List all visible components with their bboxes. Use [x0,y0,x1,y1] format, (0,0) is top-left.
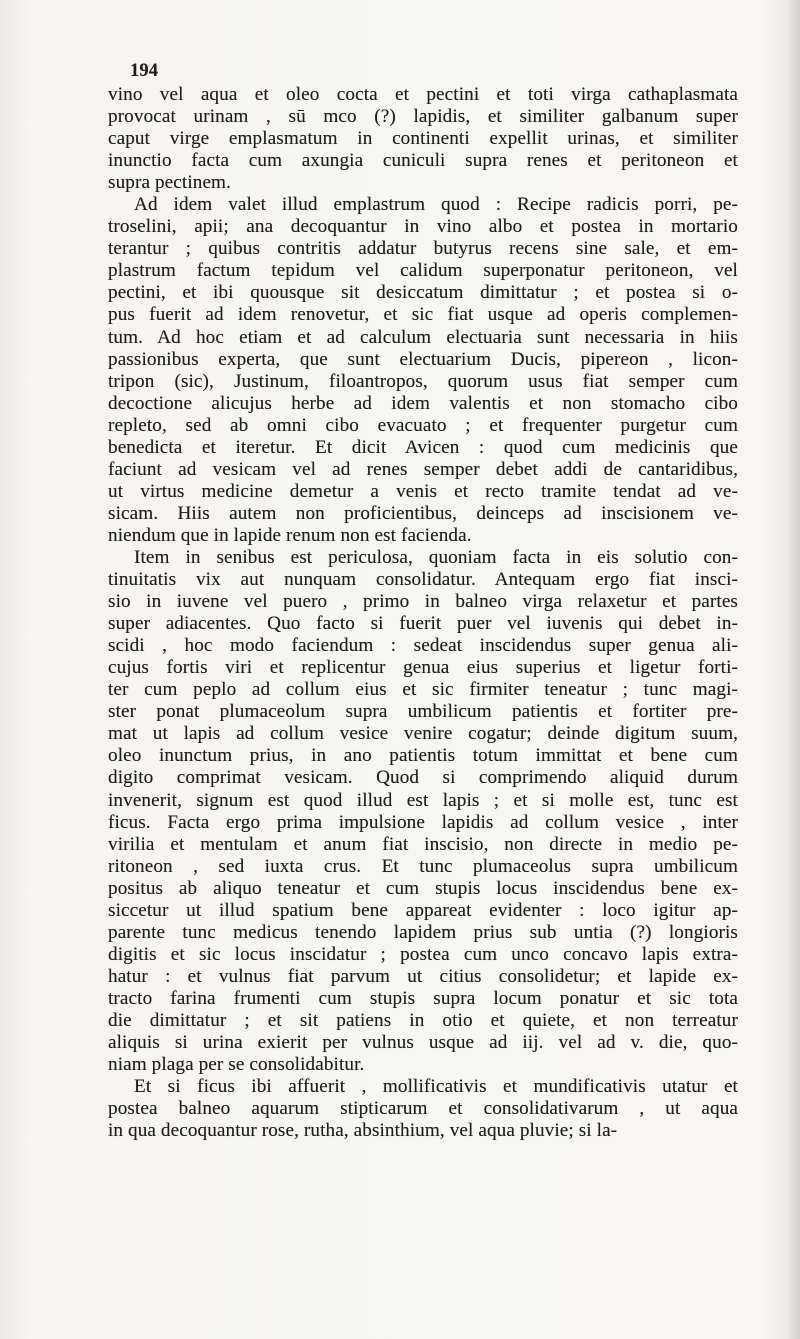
text-line: digitis et sic locus inscidatur ; postea cum unco concavo lapis extra- [108,943,738,965]
text-line: tum. Ad hoc etiam et ad calculum electuaria sunt necessaria in hiis [108,326,738,348]
text-line: in qua decoquantur rose, rutha, absinthium, vel aqua pluvie; si la- [108,1120,618,1142]
page-edge-shadow [786,0,800,1339]
text-line: supra pectinem. [108,172,231,194]
paragraph [108,547,738,1076]
text-line: plastrum factum tepidum vel calidum superponatur peritoneon, vel [108,260,738,282]
text-line: tripon (sic), Justinum, filoantropos, quorum usus fiat semper cum [108,370,738,392]
text-line: cujus fortis viri et replicentur genua eius superius et ligetur forti- [108,657,738,679]
text-line: Ad idem valet illud emplastrum quod : Recipe radicis porri, pe- [134,194,738,216]
paragraph [108,84,738,194]
text-line: positus ab aliquo teneatur et cum stupis locus inscidendus bene ex- [108,877,738,899]
text-line: hatur : et vulnus fiat parvum ut citius consolidetur; et lapide ex- [108,965,738,987]
text-line: ster ponat plumaceolum supra umbilicum patientis et fortiter pre- [108,701,738,723]
text-line: tinuitatis vix aut nunquam consolidatur. Antequam ergo fiat insci- [108,569,738,591]
text-line: Et si ficus ibi affuerit , mollificativis et mundificativis utatur et [134,1076,738,1098]
text-line: pectini, et ibi quousque sit desiccatum dimittatur ; et postea si o- [108,282,738,304]
text-line: caput virge emplasmatum in continenti expellit urinas, et similiter [108,128,738,150]
text-line: super adiacentes. Quo facto si fuerit puer vel iuvenis qui debet in- [108,613,738,635]
text-line: pus fuerit ad idem renovetur, et sic fiat usque ad operis complemen- [108,304,738,326]
text-line: repleto, sed ab omni cibo evacuato ; et frequenter purgetur cum [108,414,738,436]
text-line: terantur ; quibus contritis addatur butyrus recens sine sale, et em- [108,238,738,260]
text-line: Item in senibus est periculosa, quoniam facta in eis solutio con- [134,546,738,568]
text-line: invenerit, signum est quod illud est lapis ; et si molle est, tunc est [108,789,738,811]
text-line: parente tunc medicus tenendo lapidem prius sub untia (?) longioris [108,921,738,943]
text-line: inunctio facta cum axungia cuniculi supra renes et peritoneon et [108,150,738,172]
text-line: postea balneo aquarum stipticarum et consolidativarum , ut aqua [108,1098,738,1120]
text-line: tracto farina frumenti cum stupis supra locum ponatur et sic tota [108,987,738,1009]
text-line: faciunt ad vesicam vel ad renes semper debet addi de cantaridibus, [108,458,738,480]
paragraphs [108,84,738,1142]
text-line: digito comprimat vesicam. Quod si comprimendo aliquid durum [108,767,738,789]
paragraph [108,1076,738,1142]
text-line: oleo inunctum prius, in ano patientis totum immittat et bene cum [108,745,738,767]
text-line: sio in iuvene vel puero , primo in balneo virga relaxetur et partes [108,591,738,613]
text-line: ut virtus medicine demetur a venis et recto tramite tendat ad ve- [108,480,738,502]
text-line: passionibus experta, que sunt electuarium Ducis, pipereon , licon- [108,348,738,370]
text-line: mat ut lapis ad collum vesice venire cogatur; deinde digitum suum, [108,723,738,745]
text-line: virilia et mentulam et anum fiat inscisio, non directe in medio pe- [108,833,738,855]
text-line: ritoneon , sed iuxta crus. Et tunc plumaceolus supra umbilicum [108,855,738,877]
text-line: decoctione alicujus herbe ad idem valentis et non stomacho cibo [108,392,738,414]
text-line: siccetur ut illud spatium bene appareat evidenter : loco igitur ap- [108,899,738,921]
text-line: benedicta et iteretur. Et dicit Avicen : quod cum medicinis que [108,436,738,458]
text-line: ter cum peplo ad collum eius et sic firmiter teneatur ; tunc magi- [108,679,738,701]
page-number: 194 [130,61,159,81]
text-line: aliquis si urina exierit per vulnus usque ad iij. vel ad v. die, quo- [108,1032,738,1054]
text-line: sicam. Hiis autem non proficientibus, deinceps ad inscisionem ve- [108,502,738,524]
text-line: vino vel aqua et oleo cocta et pectini et toti virga cathaplasmata [108,84,738,105]
text-line: niam plaga per se consolidabitur. [108,1054,365,1076]
page-text [108,60,738,1142]
text-line: ficus. Facta ergo prima impulsione lapidis ad collum vesice , inter [108,811,738,833]
text-line: niendum que in lapide renum non est facienda. [108,524,472,546]
text-line: scidi , hoc modo faciendum : sedeat inscidendus super genua ali- [108,635,738,657]
text-line: provocat urinam , sū mco (?) lapidis, et similiter galbanum super [108,106,738,128]
text-line: die dimittatur ; et sit patiens in otio et quiete, et non terreatur [108,1009,738,1031]
paragraph [108,194,738,547]
text-line: troselini, apii; ana decoquantur in vino albo et postea in mortario [108,216,738,238]
